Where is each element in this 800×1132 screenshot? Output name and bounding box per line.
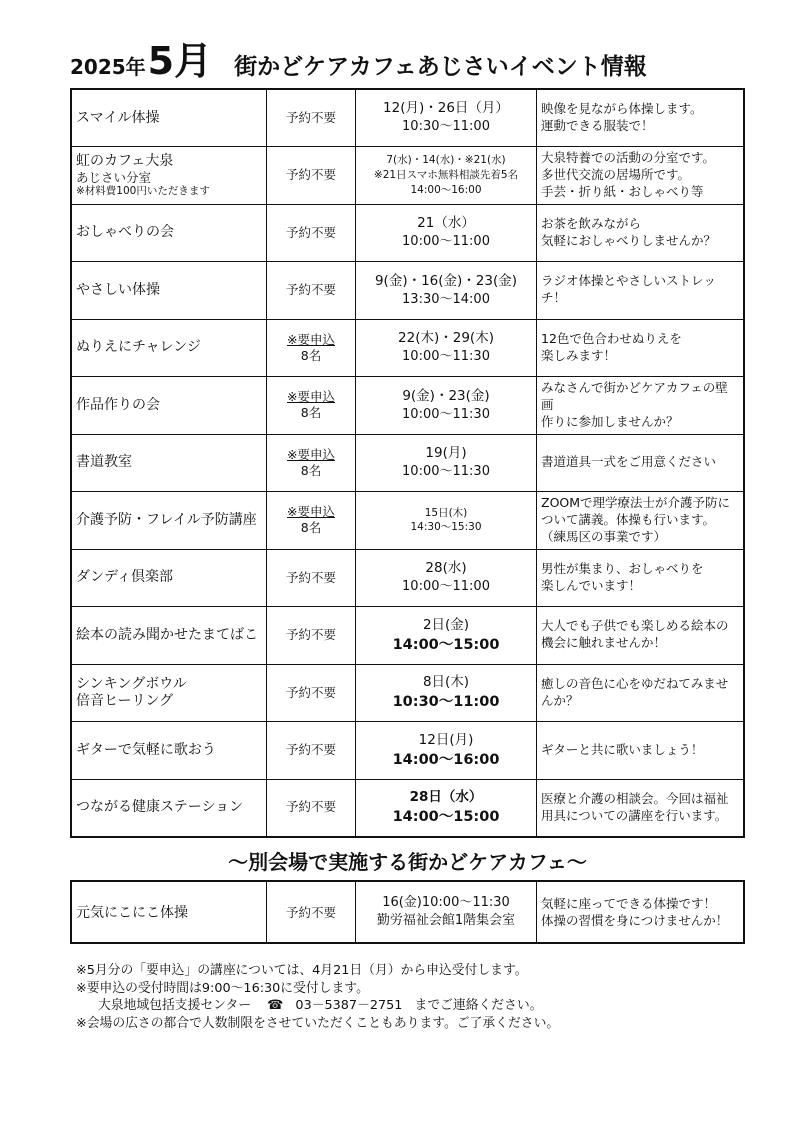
event-reservation: ※要申込 8名: [267, 492, 356, 550]
event-description: 12色で色合わせぬりえを 楽しみます！: [537, 319, 745, 377]
note-line: ※5月分の「要申込」の講座については、4月21日（月）から申込受付します。: [76, 963, 528, 978]
event-description: 気軽に座ってできる体操です！ 体操の習慣を身につけませんか！: [537, 881, 745, 943]
event-reservation: 予約不要: [267, 664, 356, 722]
center-name: 大泉地域包括支援センター: [98, 998, 252, 1014]
table-row: [71, 147, 744, 205]
contact-line: [76, 997, 766, 1015]
event-reservation: ※要申込 8名: [267, 434, 356, 492]
event-description: お茶を飲みながら 気軽におしゃべりしませんか？: [537, 204, 745, 262]
table-row: [71, 319, 744, 377]
event-name: 絵本の読み聞かせたまてばこ: [71, 607, 267, 665]
event-reservation: 予約不要: [267, 262, 356, 320]
event-description: 男性が集まり、おしゃべりを 楽しんでいます！: [537, 549, 745, 607]
event-reservation: 予約不要: [267, 204, 356, 262]
event-reservation: 予約不要: [267, 779, 356, 837]
event-reservation: 予約不要: [267, 89, 356, 147]
event-name: やさしい体操: [71, 262, 267, 320]
table-row: [71, 881, 744, 943]
event-name: おしゃべりの会: [71, 204, 267, 262]
title-month: 5月: [147, 39, 213, 83]
table-row: [71, 204, 744, 262]
table-row: [71, 607, 744, 665]
title-name: 街かどケアカフェあじさいイベント情報: [234, 54, 647, 80]
event-description: ZOOMで理学療法士が介護予防に ついて講義。体操も行います。 （練馬区の事業です）: [537, 492, 745, 550]
table-row: [71, 434, 744, 492]
event-datetime: 22(木)・29(木) 10:00～11:30: [356, 319, 537, 377]
table-row: [71, 262, 744, 320]
other-venue-table: [70, 880, 745, 944]
event-description: みなさんで街かどケアカフェの壁画 作りに参加しませんか？: [537, 377, 745, 435]
event-datetime: 21（水） 10:00～11:00: [356, 204, 537, 262]
event-name: ギターで気軽に歌おう: [71, 722, 267, 780]
page-title: [70, 30, 750, 83]
event-description: 大泉特養での活動の分室です。 多世代交流の居場所です。 手芸・折り紙・おしゃべり等: [537, 147, 745, 205]
event-name: 虹のカフェ大泉 あじさい分室 ※材料費100円いただきます: [71, 147, 267, 205]
event-reservation: 予約不要: [267, 607, 356, 665]
event-datetime: 9(金)・23(金) 10:00～11:30: [356, 377, 537, 435]
title-year: 2025年: [70, 55, 146, 79]
phone-number: 03－5387－2751: [295, 998, 403, 1014]
event-datetime: 12(月)・26日（月） 10:30～11:00: [356, 89, 537, 147]
phone-icon: ☎: [267, 998, 284, 1014]
event-name: つながる健康ステーション: [71, 779, 267, 837]
event-datetime: 28日（水） 14:00～15:00: [356, 779, 537, 837]
event-datetime: 9(金)・16(金)・23(金) 13:30～14:00: [356, 262, 537, 320]
event-name: 元気にこにこ体操: [71, 881, 267, 943]
event-description: 医療と介護の相談会。今回は福祉 用具についての講座を行います。: [537, 779, 745, 837]
note-line: ※会場の広さの都合で人数制限をさせていただくこともあります。ご了承ください。: [76, 1016, 560, 1032]
note-line: ※要申込の受付時間は9:00～16:30に受付します。: [76, 980, 369, 996]
event-description: ラジオ体操とやさしいストレッチ！: [537, 262, 745, 320]
table-row: [71, 722, 744, 780]
section-heading-other-venue: ～別会場で実施する街かどケアカフェ～: [228, 850, 587, 874]
event-name: シンキングボウル 倍音ヒーリング: [71, 664, 267, 722]
event-datetime: 19(月) 10:00～11:30: [356, 434, 537, 492]
event-datetime: 28(水) 10:00～11:00: [356, 549, 537, 607]
event-datetime: 8日(木) 10:30～11:00: [356, 664, 537, 722]
event-datetime: 2日(金) 14:00～15:00: [356, 607, 537, 665]
table-row: [71, 377, 744, 435]
table-row: [71, 492, 744, 550]
event-reservation: ※要申込 8名: [267, 319, 356, 377]
table-row: [71, 664, 744, 722]
event-description: ギターと共に歌いましょう！: [537, 722, 745, 780]
event-name: ぬりえにチャレンジ: [71, 319, 267, 377]
table-row: [71, 549, 744, 607]
event-reservation: ※要申込 8名: [267, 377, 356, 435]
event-name: スマイル体操: [71, 89, 267, 147]
event-datetime: 15日(木) 14:30～15:30: [356, 492, 537, 550]
event-name: 書道教室: [71, 434, 267, 492]
event-schedule-table: [70, 88, 745, 838]
event-description: 書道道具一式をご用意ください: [537, 434, 745, 492]
event-reservation: 予約不要: [267, 147, 356, 205]
event-reservation: 予約不要: [267, 881, 356, 943]
contact-text: までご連絡ください。: [414, 998, 543, 1014]
event-datetime: 12日(月) 14:00～16:00: [356, 722, 537, 780]
event-description: 大人でも子供でも楽しめる絵本の 機会に触れませんか！: [537, 607, 745, 665]
event-datetime: 16(金)10:00～11:30 勤労福祉会館1階集会室: [356, 881, 537, 943]
event-reservation: 予約不要: [267, 722, 356, 780]
event-datetime: 7(水)・14(水)・※21(水) ※21日スマホ無料相談先着5名 14:00～16:00: [356, 147, 537, 205]
event-description: 映像を見ながら体操します。 運動できる服装で！: [537, 89, 745, 147]
event-description: 癒しの音色に心をゆだねてみませ んか？: [537, 664, 745, 722]
event-name: ダンディ倶楽部: [71, 549, 267, 607]
notes: [76, 962, 766, 1033]
table-row: [71, 779, 744, 837]
event-reservation: 予約不要: [267, 549, 356, 607]
event-name: 介護予防・フレイル予防講座: [71, 492, 267, 550]
table-row: [71, 89, 744, 147]
event-name: 作品作りの会: [71, 377, 267, 435]
